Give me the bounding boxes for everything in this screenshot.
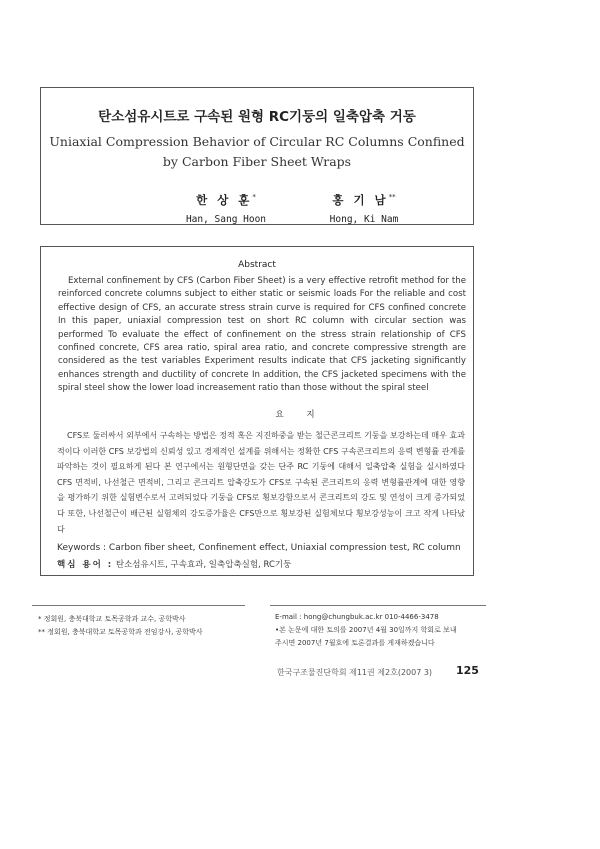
- author-2-name-en: Hong, Ki Nam: [329, 214, 399, 225]
- journal-footer: 한국구조물진단학회 제11권 제2호(2007 3): [277, 668, 433, 677]
- footnote-1: * 정회원, 충북대학교 토목공학과 교수, 공학박사: [38, 615, 186, 623]
- author-2-mark: **: [388, 193, 396, 202]
- author-1-name-en: Han, Sang Hoon: [185, 214, 267, 225]
- abstract-heading: Abstract: [238, 260, 276, 270]
- korean-summary-text: CFS로 둘러싸서 외부에서 구속하는 방법은 정적 혹은 지진하중을 받는 철근콘크리트 기둥을 보강하는데 매우 효과적이다 이러한 CFS 보강법의 신뢰성 있고 경제적인 설계를 위해서는 정확한 CFS 구속콘크리트의 응력 변형률 관계를 파악하는 것이 필요하게 된다 본 연구에서는 원형단면을 갖는 단주 RC 기둥에 대해서 일축압축 실험을 실시하였다 CFS 면적비, 나선철근 면적비, 그리고 콘크리트 압축강도가 CFS로 구속된 콘크리트의 응력 변형률관계에 대한 영향을 평가하기 위한 실험변수로서 고려되었다 기둥을 CFS로 횡보강함으로서 콘크리트의 강도 및 연성이 크게 증가되었다 또한, 나선철근이 배근된 실험체의 강도증가율은 CFS만으로 횡보강된 실험체보다 횡보강성능이 크고 작게 나타났다: [57, 431, 465, 534]
- author-1: [171, 192, 281, 225]
- author-1-mark: *: [252, 193, 256, 202]
- title-box: [40, 87, 474, 225]
- korean-title: 탄소섬유시트로 구속된 원형 RC기둥의 일축압축 거동: [98, 109, 416, 125]
- contact-email: E-mail : hong@chungbuk.ac.kr 010-4466-3478: [275, 613, 439, 621]
- keywords-label: Keywords :: [57, 543, 107, 553]
- keywords: [57, 543, 461, 553]
- author-footnotes: [38, 613, 203, 639]
- author-2-name-kr: 홍 기 남: [332, 193, 389, 207]
- english-title-line-1: Uniaxial Compression Behavior of Circular RC Columns Confined: [49, 134, 465, 149]
- notice-line-1: •본 논문에 대한 토의를 2007년 4월 30일까지 학회로 보내: [275, 626, 457, 634]
- korean-keywords-value: 탄소섬유시트, 구속효과, 일축압축실험, RC기둥: [115, 560, 292, 570]
- footnote-2: ** 정회원, 충북대학교 토목공학과 전임강사, 공학박사: [38, 628, 203, 636]
- notice-line-2: 주시면 2007년 7월호에 토론결과를 게재하겠습니다: [275, 639, 435, 647]
- english-title-line-2: by Carbon Fiber Sheet Wraps: [162, 154, 352, 169]
- page-number: 125: [456, 664, 479, 677]
- footnote-divider-left: [32, 605, 245, 606]
- korean-keywords-label: 핵심 용어 :: [57, 560, 114, 570]
- abstract-text: External confinement by CFS (Carbon Fiber Sheet) is a very effective retrofit method for the reinforced concrete columns subject to either static or seismic loads For the reliable and cost effective design of CFS, an accurate stress strain curve is required for CFS confined concrete In this paper, uniaxial compression test on short RC column with circular section was performed To evaluate the effect of confinement on the stress strain relationship of CFS confined concrete, CFS area ratio, spiral area ratio, and concrete compressive strength are considered as the test variables Experiment results indicate that CFS jacketing significantly enhances strength and ductility of concrete In addition, the CFS jacketed specimens with the spiral steel show the lower load increasement ratio than those without the spiral steel: [58, 276, 466, 394]
- keywords-value: Carbon fiber sheet, Confinement effect, Uniaxial compression test, RC column: [108, 543, 461, 553]
- korean-keywords: [57, 558, 291, 570]
- english-title: [41, 132, 473, 172]
- author-2: [309, 192, 419, 225]
- korean-summary-heading: 요 지: [275, 410, 325, 420]
- contact-notes: [275, 611, 490, 650]
- author-1-name-kr: 한 상 훈: [196, 193, 253, 207]
- footnote-divider-right: [270, 605, 486, 606]
